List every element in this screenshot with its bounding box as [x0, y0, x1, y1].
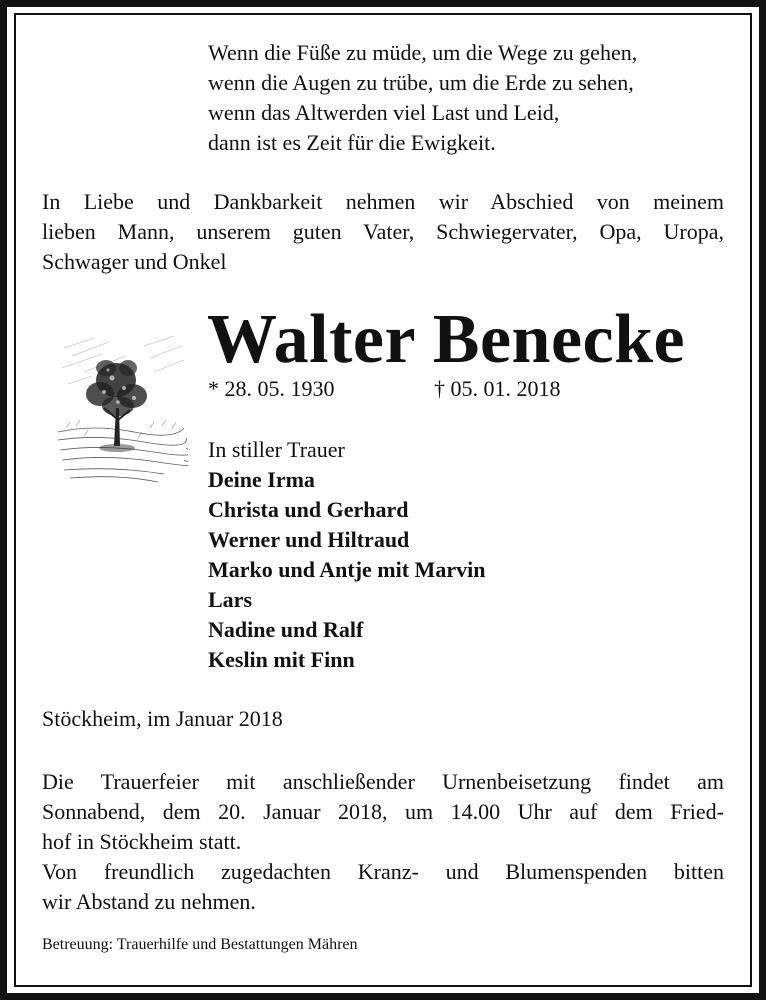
service-line: wir Abstand zu nehmen.	[42, 889, 256, 914]
service-line: Von freundlich zugedachten Kranz- und Blumenspenden bitten	[42, 859, 724, 884]
intro-line: In Liebe und Dankbarkeit nehmen wir Abschied von meinem	[42, 189, 724, 214]
place-date: Stöckheim, im Januar 2018	[42, 706, 283, 731]
intro-line: lieben Mann, unserem guten Vater, Schwiegervater, Opa, Uropa,	[42, 219, 724, 244]
service-line: Die Trauerfeier mit anschließender Urnenbeisetzung findet am	[42, 769, 724, 794]
mourner-name: Deine Irma	[208, 467, 315, 492]
mourners-intro: In stiller Trauer	[208, 437, 345, 462]
mourners-list	[208, 435, 485, 675]
service-line: hof in Stöckheim statt.	[42, 829, 242, 854]
mourner-name: Nadine und Ralf	[208, 617, 364, 642]
mourner-name: Marko und Antje mit Marvin	[208, 557, 486, 582]
mourner-name: Lars	[208, 587, 252, 612]
poem	[208, 38, 637, 158]
poem-line: wenn das Altwerden viel Last und Leid,	[208, 100, 560, 125]
poem-line: dann ist es Zeit für die Ewigkeit.	[208, 130, 496, 155]
mourner-name: Christa und Gerhard	[208, 497, 409, 522]
intro-text	[42, 187, 724, 277]
deceased-name: Walter Benecke	[207, 301, 686, 378]
mourner-name: Keslin mit Finn	[208, 647, 355, 672]
intro-line: Schwager und Onkel	[42, 249, 227, 274]
poem-line: wenn die Augen zu trübe, um die Erde zu sehen,	[208, 70, 634, 95]
service-line: Sonnabend, dem 20. Januar 2018, um 14.00 Uhr auf dem Fried-	[42, 799, 724, 824]
tree-landscape-sketch-icon	[54, 328, 188, 486]
death-date: † 05. 01. 2018	[434, 376, 561, 401]
mourner-name: Werner und Hiltraud	[208, 527, 410, 552]
service-info	[42, 767, 724, 917]
footer-credit: Betreuung: Trauerhilfe und Bestattungen Mähren	[42, 936, 358, 953]
poem-line: Wenn die Füße zu müde, um die Wege zu gehen,	[208, 40, 638, 65]
birth-date: * 28. 05. 1930	[208, 376, 335, 401]
